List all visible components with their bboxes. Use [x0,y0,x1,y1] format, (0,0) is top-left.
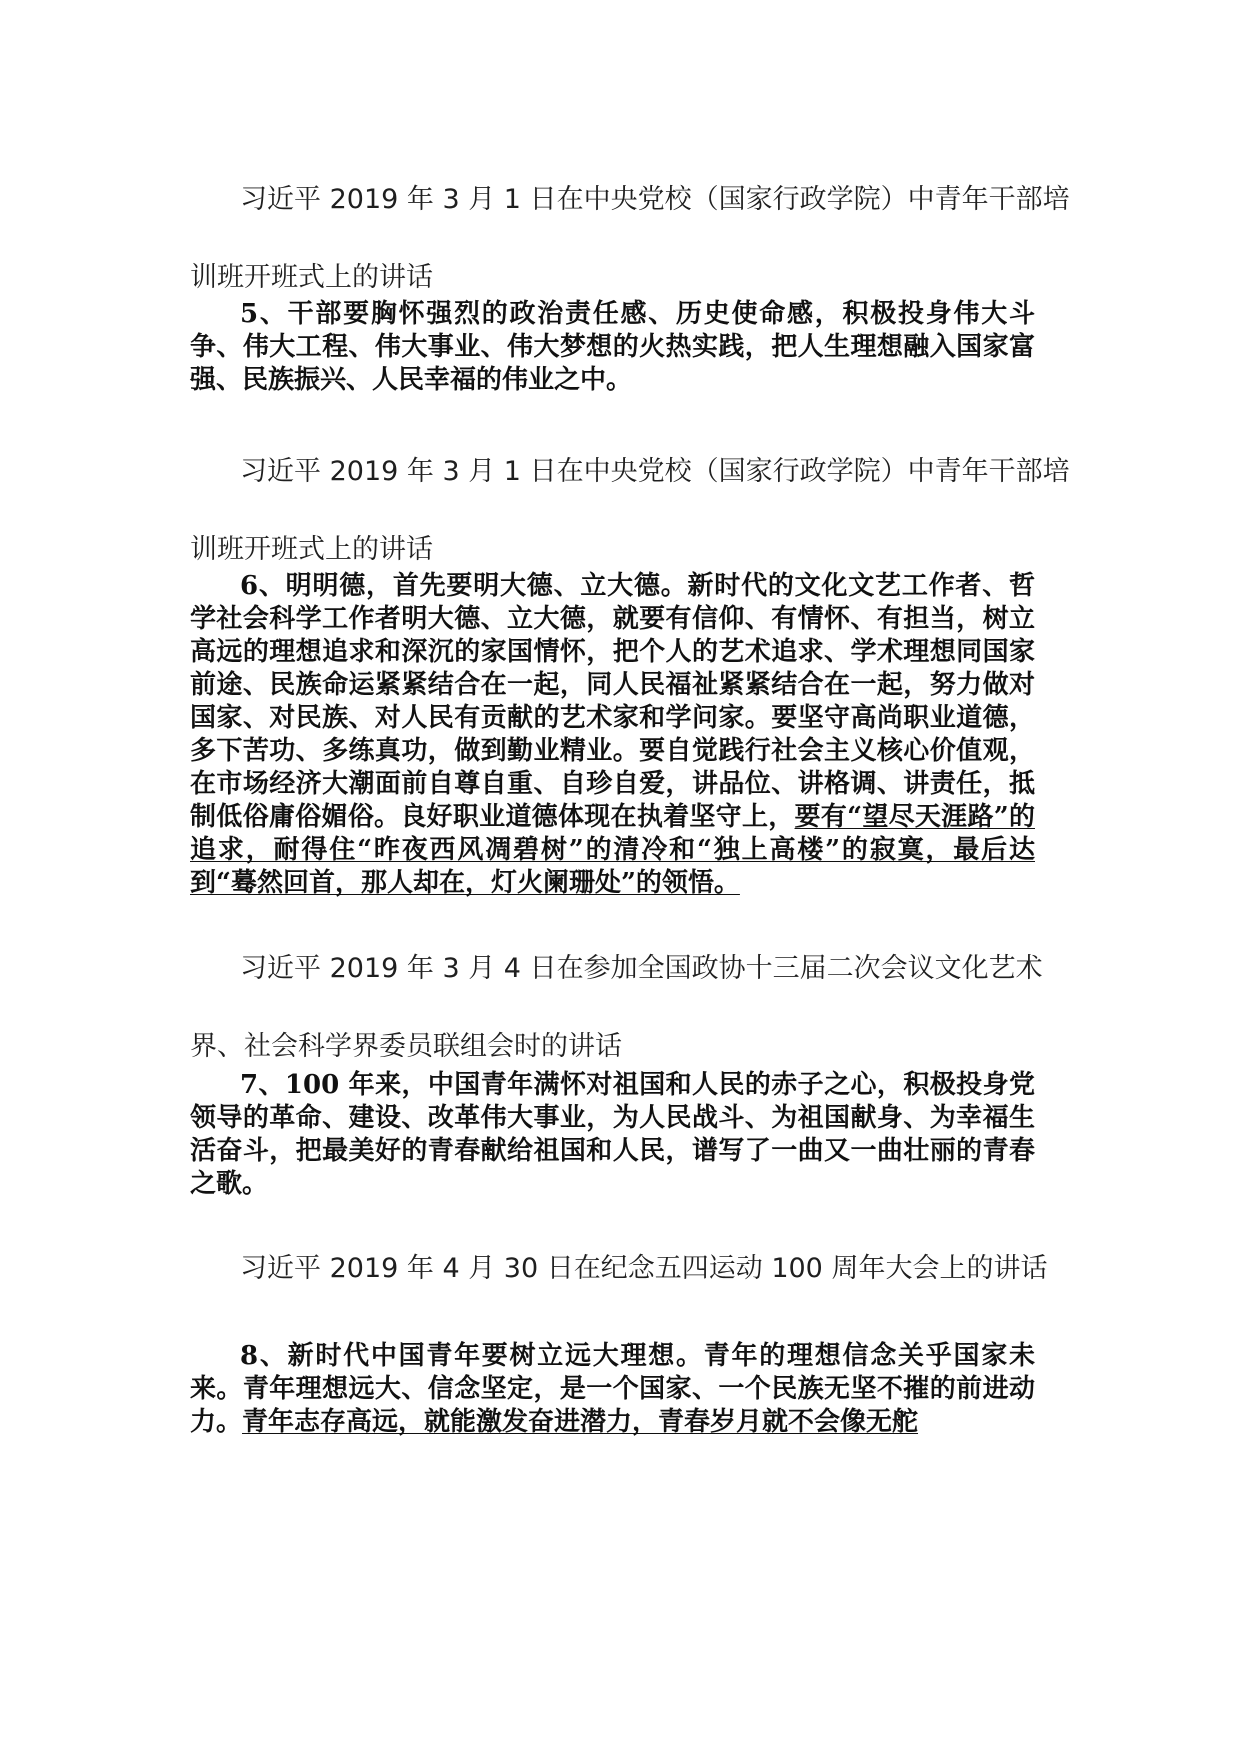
quote-8-underlined-text: 青年志存高远，就能激发奋进潜力，青春岁月就不会像无舵 [242,1407,919,1437]
quote-8 [190,1340,1035,1439]
quote-5-text: 5、干部要胸怀强烈的政治责任感、历史使命感，积极投身伟大斗争、伟大工程、伟大事业、伟大梦想的火热实践，把人生理想融入国家富强、民族振兴、人民幸福的伟业之中。 [190,299,1035,395]
quote-5 [190,298,1035,397]
speech-source-4: 习近平 2019 年 4 月 30 日在纪念五四运动 100 周年大会上的讲话 [240,1253,1048,1284]
quote-7-text: 7、100 年来，中国青年满怀对祖国和人民的赤子之心，积极投身党领导的革命、建设、改革伟大事业，为人民战斗、为祖国献身、为幸福生活奋斗，把最美好的青春献给祖国和人民，谱写了一曲又一曲壮丽的青春之歌。 [190,1070,1035,1199]
speech-source-2: 习近平 2019 年 3 月 1 日在中央党校（国家行政学院）中青年干部培训班开班式上的讲话 [190,456,1070,565]
speech-source-3: 习近平 2019 年 3 月 4 日在参加全国政协十三届二次会议文化艺术界、社会科学界委员联组会时的讲话 [190,953,1043,1062]
quote-7 [190,1069,1035,1201]
quote-6-underlined-text: 要有“望尽天涯路”的追求，耐得住“昨夜西风凋碧树”的清冷和“独上高楼”的寂寞，最后达到“蓦然回首，那人却在，灯火阑珊处”的领悟。 [190,802,1035,898]
quote-8-text: 8、新时代中国青年要树立远大理想。青年的理想信念关乎国家未来。青年理想远大、信念坚定，是一个国家、一个民族无坚不摧的前进动力。 [190,1341,1035,1437]
quote-6 [190,570,1035,900]
quote-6-text: 6、明明德，首先要明大德、立大德。新时代的文化文艺工作者、哲学社会科学工作者明大德、立大德，就要有信仰、有情怀、有担当，树立高远的理想追求和深沉的家国情怀，把个人的艺术追求、学术理想同国家前途、民族命运紧紧结合在一起，同人民福祉紧紧结合在一起，努力做对国家、对民族、对人民有贡献的艺术家和学问家。要坚守高尚职业道德，多下苦功、多练真功，做到勤业精业。要自觉践行社会主义核心价值观，在市场经济大潮面前自尊自重、自珍自爱，讲品位、讲格调、讲责任，抵制低俗庸俗媚俗。良好职业道德体现在执着坚守上， [190,571,1035,832]
speech-source-1: 习近平 2019 年 3 月 1 日在中央党校（国家行政学院）中青年干部培训班开班式上的讲话 [190,184,1070,293]
